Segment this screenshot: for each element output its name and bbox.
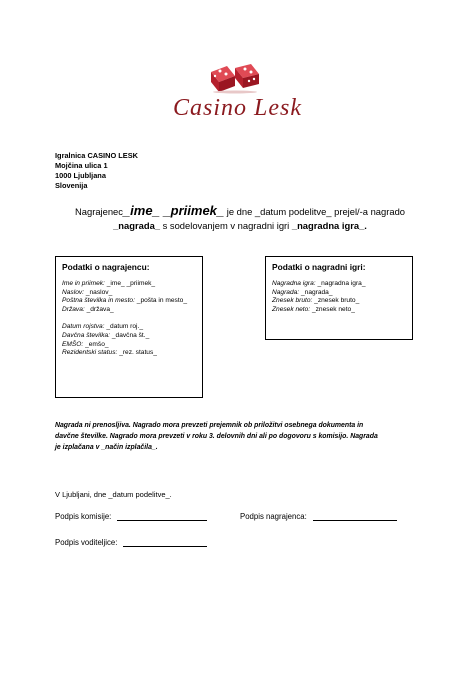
place-date: V Ljubljani, dne _datum podelitve_. <box>55 490 172 499</box>
game-name: _nagradna igra_. <box>291 220 367 231</box>
address-line: Slovenija <box>55 181 88 190</box>
manager-signature-label: Podpis voditeljice: <box>55 538 118 547</box>
winner-field-row: EMŠO: _emšo_ <box>62 340 109 348</box>
winner-field-row: Datum rojstva: _datum roj._ <box>62 323 144 331</box>
casino-logo-text: Casino Lesk <box>172 95 302 121</box>
winner-signature <box>240 512 397 521</box>
notice-line: davčne številke. Nagrado mora prevzeti v roku 3. delovnih dni ali po dogovoru s komisijo. Nagrada <box>55 433 378 440</box>
game-field-row: Nagradna igra: _nagradna igra_ <box>272 280 366 287</box>
game-box-title: Podatki o nagradni igri: <box>272 262 366 272</box>
game-field-row: Nagrada: _nagrada_ <box>272 288 333 296</box>
company-address <box>55 151 138 191</box>
winner-text: je dne _datum podelitve_ prejel/-a nagrado <box>226 206 405 217</box>
winner-text-2: s sodelovanjem v nagradni igri <box>162 220 290 231</box>
address-line: Mojčina ulica 1 <box>55 161 108 170</box>
winner-field-row: Država: _država_ <box>62 305 114 313</box>
address-line: 1000 Ljubljana <box>55 171 106 180</box>
notice-line: Nagrada ni prenosljiva. Nagrado mora prevzeti prejemnik ob priložitvi osebnega dokumenta in <box>55 422 364 429</box>
commission-signature-line[interactable] <box>117 520 207 521</box>
commission-signature <box>55 512 207 521</box>
game-data-box <box>265 256 413 340</box>
winner-field-row: Rezidentski status: _rez. status_ <box>62 349 157 357</box>
winner-field-row: Ime in priimek: _ime_ _priimek_ <box>62 280 156 287</box>
winner-prefix: Nagrajenec <box>75 206 123 217</box>
game-field-row: Znesek bruto: _znesek bruto_ <box>272 297 360 305</box>
winner-signature-label: Podpis nagrajenca: <box>240 512 307 521</box>
notice-line: je izplačana v _način izplačila_. <box>55 444 158 451</box>
winner-name: _ime_ _priimek_ <box>122 203 225 218</box>
manager-signature-line[interactable] <box>123 546 207 547</box>
game-field-row: Znesek neto: _znesek neto_ <box>272 305 355 313</box>
prize-name: _nagrada_ <box>113 220 160 231</box>
address-line: Igralnica CASINO LESK <box>55 151 138 160</box>
winner-field-row: Poštna številka in mesto: _pošta in mesto_ <box>62 297 187 305</box>
winner-box-title: Podatki o nagrajencu: <box>62 262 150 272</box>
prize-notice <box>55 420 425 453</box>
winner-field-row: Davčna številka: _davčna št._ <box>62 331 150 339</box>
commission-signature-label: Podpis komisije: <box>55 512 112 521</box>
winner-statement <box>30 204 450 233</box>
manager-signature <box>55 538 207 547</box>
winner-signature-line[interactable] <box>313 520 397 521</box>
winner-data-box <box>55 256 203 398</box>
dice-logo-icon <box>205 60 265 94</box>
winner-field-row: Naslov: _naslov_ <box>62 288 113 296</box>
